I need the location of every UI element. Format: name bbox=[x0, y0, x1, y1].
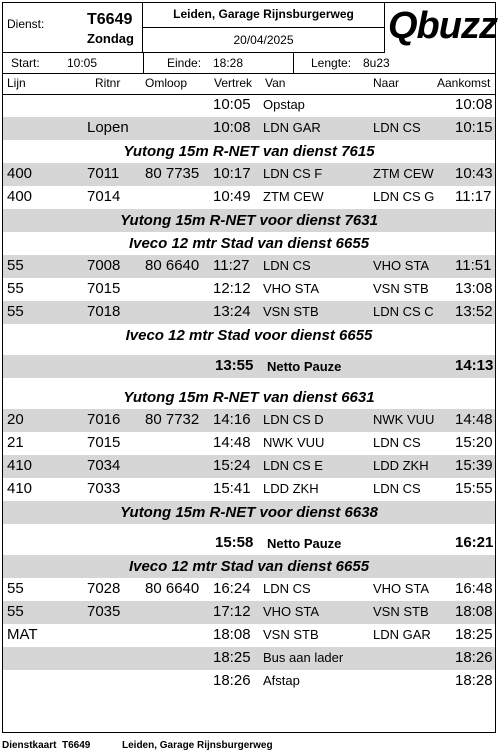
cell-aankomst: 18:26 bbox=[455, 649, 493, 666]
cell-aankomst: 16:48 bbox=[455, 580, 493, 597]
pause-row bbox=[3, 355, 495, 378]
cell-omloop: 80 7735 bbox=[145, 165, 200, 182]
trip-row bbox=[3, 647, 495, 670]
cell-vertrek: 18:25 bbox=[213, 649, 251, 666]
start-time: 10:05 bbox=[67, 56, 98, 70]
cell-vertrek: 12:12 bbox=[213, 280, 251, 297]
cell-ritnr: 7033 bbox=[87, 480, 121, 497]
trip-row bbox=[3, 255, 495, 278]
cell-van: VHO STA bbox=[263, 604, 320, 619]
cell-lijn: 55 bbox=[7, 257, 24, 274]
cell-aankomst: 18:28 bbox=[455, 672, 493, 689]
trip-row bbox=[3, 163, 495, 186]
cell-vertrek: 11:27 bbox=[213, 257, 250, 274]
lengte-value: 8u23 bbox=[363, 56, 390, 70]
cell-van: VSN STB bbox=[263, 627, 319, 642]
cell-vertrek: 15:24 bbox=[213, 457, 251, 474]
divider bbox=[143, 53, 144, 73]
cell-omloop: 80 6640 bbox=[145, 580, 200, 597]
date-cell bbox=[143, 28, 385, 53]
cell-ritnr: 7015 bbox=[87, 280, 121, 297]
trip-row bbox=[3, 455, 495, 478]
cell-ritnr: 7028 bbox=[87, 580, 121, 597]
duty-card bbox=[2, 2, 496, 733]
col-lijn: Lijn bbox=[7, 76, 26, 90]
cell-aankomst: 18:08 bbox=[455, 603, 493, 620]
card-header bbox=[3, 3, 495, 53]
cell-van: LDN CS D bbox=[263, 412, 324, 427]
cell-lijn: 55 bbox=[7, 303, 24, 320]
vehicle-banner-row bbox=[3, 140, 495, 163]
cell-naar: VSN STB bbox=[373, 604, 429, 619]
dienst-cell bbox=[3, 3, 143, 53]
cell-lijn: 55 bbox=[7, 603, 24, 620]
cell-naar: LDN CS G bbox=[373, 189, 435, 204]
trip-row bbox=[3, 301, 495, 324]
pause-start: 13:55 bbox=[215, 357, 254, 374]
cell-van: LDN GAR bbox=[263, 120, 321, 135]
location-text: Leiden, Garage Rijnsburgerweg bbox=[173, 7, 354, 21]
cell-vertrek: 18:08 bbox=[213, 626, 251, 643]
cell-lijn: 55 bbox=[7, 580, 24, 597]
cell-ritnr: 7035 bbox=[87, 603, 121, 620]
cell-lijn: 400 bbox=[7, 165, 33, 182]
schedule-rows bbox=[3, 94, 495, 693]
trip-row bbox=[3, 670, 495, 693]
cell-van: Opstap bbox=[263, 97, 305, 112]
vehicle-banner-row bbox=[3, 501, 495, 524]
lengte-label: Lengte: bbox=[311, 56, 352, 70]
cell-aankomst: 13:08 bbox=[455, 280, 493, 297]
qbuzz-logo: Qbuzz bbox=[388, 5, 497, 47]
location-cell bbox=[143, 3, 385, 28]
vehicle-banner: Iveco 12 mtr Stad voor dienst 6655 bbox=[125, 327, 373, 344]
cell-naar: LDN CS bbox=[373, 120, 421, 135]
time-summary-bar bbox=[3, 53, 495, 74]
trip-row bbox=[3, 94, 495, 117]
cell-aankomst: 11:17 bbox=[455, 188, 492, 205]
cell-vertrek: 10:05 bbox=[213, 96, 251, 113]
cell-van: Bus aan lader bbox=[263, 650, 344, 665]
cell-vertrek: 10:17 bbox=[213, 165, 251, 182]
divider bbox=[293, 53, 294, 73]
vehicle-banner: Iveco 12 mtr Stad van dienst 6655 bbox=[128, 558, 370, 575]
vehicle-banner: Yutong 15m R-NET voor dienst 6638 bbox=[120, 504, 378, 521]
spacer-row bbox=[3, 378, 495, 386]
cell-ritnr: Lopen bbox=[87, 119, 129, 136]
cell-naar: ZTM CEW bbox=[373, 166, 434, 181]
cell-ritnr: 7015 bbox=[87, 434, 121, 451]
trip-row bbox=[3, 478, 495, 501]
cell-van: LDN CS F bbox=[263, 166, 323, 181]
start-label: Start: bbox=[11, 56, 40, 70]
pause-label: Netto Pauze bbox=[267, 359, 342, 374]
cell-lijn: MAT bbox=[7, 626, 38, 643]
footer-location: Leiden, Garage Rijnsburgerweg bbox=[122, 740, 273, 751]
col-aankomst: Aankomst bbox=[437, 76, 491, 90]
cell-lijn: 410 bbox=[7, 480, 33, 497]
trip-row bbox=[3, 624, 495, 647]
day-label: Zondag bbox=[87, 31, 134, 46]
spacer-row bbox=[3, 524, 495, 532]
cell-ritnr: 7016 bbox=[87, 411, 121, 428]
trip-row bbox=[3, 601, 495, 624]
cell-lijn: 410 bbox=[7, 457, 33, 474]
footer-dienst: T6649 bbox=[62, 740, 91, 751]
vehicle-banner: Yutong 15m R-NET van dienst 6631 bbox=[123, 389, 375, 406]
cell-van: LDD ZKH bbox=[263, 481, 319, 496]
column-headers bbox=[3, 73, 495, 95]
cell-vertrek: 10:08 bbox=[213, 119, 251, 136]
cell-omloop: 80 6640 bbox=[145, 257, 200, 274]
cell-naar: VHO STA bbox=[373, 581, 430, 596]
col-omloop: Omloop bbox=[145, 76, 188, 90]
cell-aankomst: 10:08 bbox=[455, 96, 493, 113]
cell-aankomst: 15:20 bbox=[455, 434, 493, 451]
vehicle-banner: Yutong 15m R-NET voor dienst 7631 bbox=[120, 212, 378, 229]
cell-naar: NWK VUU bbox=[373, 412, 435, 427]
date-text: 20/04/2025 bbox=[233, 33, 294, 47]
cell-ritnr: 7011 bbox=[87, 165, 120, 182]
trip-row bbox=[3, 117, 495, 140]
cell-van: VSN STB bbox=[263, 304, 319, 319]
einde-label: Einde: bbox=[167, 56, 202, 70]
cell-vertrek: 14:16 bbox=[213, 411, 251, 428]
trip-row bbox=[3, 186, 495, 209]
spacer-row bbox=[3, 347, 495, 355]
vehicle-banner: Yutong 15m R-NET van dienst 7615 bbox=[123, 143, 375, 160]
vehicle-banner-row bbox=[3, 555, 495, 578]
cell-van: LDN CS bbox=[263, 258, 311, 273]
cell-vertrek: 18:26 bbox=[213, 672, 251, 689]
col-naar: Naar bbox=[373, 76, 400, 90]
pause-row bbox=[3, 532, 495, 555]
cell-lijn: 55 bbox=[7, 280, 24, 297]
cell-van: ZTM CEW bbox=[263, 189, 324, 204]
cell-aankomst: 10:43 bbox=[455, 165, 493, 182]
cell-naar: LDN CS bbox=[373, 481, 421, 496]
einde-time: 18:28 bbox=[213, 56, 244, 70]
cell-naar: LDN GAR bbox=[373, 627, 431, 642]
pause-end: 14:13 bbox=[455, 357, 494, 374]
vehicle-banner-row bbox=[3, 209, 495, 232]
cell-lijn: 20 bbox=[7, 411, 24, 428]
pause-start: 15:58 bbox=[215, 534, 254, 551]
cell-aankomst: 18:25 bbox=[455, 626, 493, 643]
cell-van: LDN CS bbox=[263, 581, 311, 596]
pause-label: Netto Pauze bbox=[267, 536, 342, 551]
cell-ritnr: 7014 bbox=[87, 188, 121, 205]
cell-naar: LDN CS C bbox=[373, 304, 434, 319]
cell-vertrek: 15:41 bbox=[213, 480, 251, 497]
trip-row bbox=[3, 432, 495, 455]
cell-van: VHO STA bbox=[263, 281, 320, 296]
cell-vertrek: 14:48 bbox=[213, 434, 251, 451]
cell-vertrek: 17:12 bbox=[213, 603, 251, 620]
col-vertrek: Vertrek bbox=[214, 76, 253, 90]
cell-vertrek: 13:24 bbox=[213, 303, 251, 320]
cell-lijn: 21 bbox=[7, 434, 24, 451]
cell-naar: VHO STA bbox=[373, 258, 430, 273]
cell-lijn: 400 bbox=[7, 188, 33, 205]
cell-ritnr: 7034 bbox=[87, 457, 121, 474]
cell-van: Afstap bbox=[263, 673, 300, 688]
cell-naar: VSN STB bbox=[373, 281, 429, 296]
cell-van: LDN CS E bbox=[263, 458, 323, 473]
cell-aankomst: 13:52 bbox=[455, 303, 493, 320]
trip-row bbox=[3, 278, 495, 301]
trip-row bbox=[3, 409, 495, 432]
col-van: Van bbox=[265, 76, 286, 90]
cell-ritnr: 7008 bbox=[87, 257, 121, 274]
trip-row bbox=[3, 578, 495, 601]
vehicle-banner-row bbox=[3, 232, 495, 255]
vehicle-banner: Iveco 12 mtr Stad van dienst 6655 bbox=[128, 235, 370, 252]
cell-aankomst: 15:39 bbox=[455, 457, 493, 474]
cell-vertrek: 10:49 bbox=[213, 188, 251, 205]
cell-naar: LDN CS bbox=[373, 435, 421, 450]
dienst-label: Dienst: bbox=[7, 17, 45, 31]
footer-label: Dienstkaart bbox=[2, 740, 57, 751]
pause-end: 16:21 bbox=[455, 534, 494, 551]
cell-aankomst: 14:48 bbox=[455, 411, 493, 428]
vehicle-banner-row bbox=[3, 324, 495, 347]
cell-vertrek: 16:24 bbox=[213, 580, 251, 597]
vehicle-banner-row bbox=[3, 386, 495, 409]
cell-van: NWK VUU bbox=[263, 435, 325, 450]
dienst-number: T6649 bbox=[87, 11, 133, 28]
cell-aankomst: 15:55 bbox=[455, 480, 493, 497]
cell-omloop: 80 7732 bbox=[145, 411, 200, 428]
cell-naar: LDD ZKH bbox=[373, 458, 429, 473]
cell-aankomst: 11:51 bbox=[455, 257, 492, 274]
cell-aankomst: 10:15 bbox=[455, 119, 493, 136]
col-ritnr: Ritnr bbox=[95, 76, 121, 90]
cell-ritnr: 7018 bbox=[87, 303, 121, 320]
